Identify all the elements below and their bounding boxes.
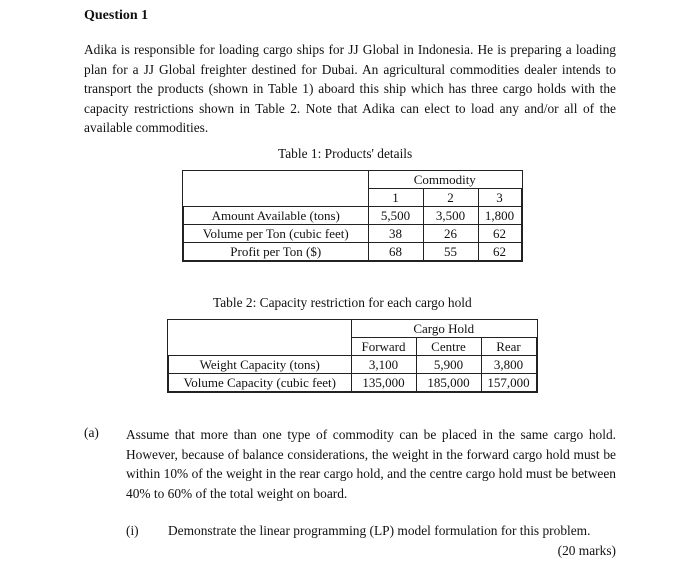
table1-row-label: Volume per Ton (cubic feet): [184, 225, 369, 243]
table1-col-2: 2: [423, 189, 478, 207]
table2-cell: 185,000: [416, 374, 481, 392]
products-table: [183, 171, 522, 261]
table-row: [184, 225, 522, 243]
table1-cell: 62: [478, 243, 521, 261]
table2-group-header: Cargo Hold: [351, 320, 536, 338]
cargo-capacity-table: [168, 320, 537, 392]
table2-corner: [169, 320, 352, 356]
marks-label: (20 marks): [557, 543, 616, 558]
table2-cell: 3,100: [351, 356, 416, 374]
table1-cell: 68: [368, 243, 423, 261]
table2-caption: Table 2: Capacity restriction for each cargo hold: [213, 295, 472, 310]
table2-row-label: Weight Capacity (tons): [169, 356, 352, 374]
table1-cell: 1,800: [478, 207, 521, 225]
table2-col-forward: Forward: [351, 338, 416, 356]
table1-cell: 5,500: [368, 207, 423, 225]
table2-col-rear: Rear: [481, 338, 536, 356]
table-row: [184, 207, 522, 225]
table1-group-header: Commodity: [368, 171, 521, 189]
table-row: [169, 374, 537, 392]
part-a-marker: (a): [84, 425, 99, 440]
table-row: [184, 243, 522, 261]
table1-caption: Table 1: Products' details: [278, 146, 413, 161]
table1-row-label: Profit per Ton ($): [184, 243, 369, 261]
table2-row-label: Volume Capacity (cubic feet): [169, 374, 352, 392]
part-i-marker: (i): [126, 523, 139, 538]
table1-corner: [184, 171, 369, 207]
table1-cell: 62: [478, 225, 521, 243]
table2-cell: 3,800: [481, 356, 536, 374]
table-row: [169, 356, 537, 374]
intro-paragraph: Adika is responsible for loading cargo ships for JJ Global in Indonesia. He is preparing a loading plan for a JJ Global freighter destined for Dubai. An agricultural commodities dealer intends to transport the products (shown in Table 1) aboard this ship which has three cargo holds with the capacity restrictions shown in Table 2. Note that Adika can elect to load any and/or all of the available commodities.: [84, 42, 616, 136]
table1-row-label: Amount Available (tons): [184, 207, 369, 225]
table1-cell: 38: [368, 225, 423, 243]
table1-cell: 55: [423, 243, 478, 261]
table1-cell: 3,500: [423, 207, 478, 225]
table2-cell: 135,000: [351, 374, 416, 392]
table1-col-1: 1: [368, 189, 423, 207]
part-i-text: Demonstrate the linear programming (LP) model formulation for this problem.: [168, 523, 591, 538]
part-a-paragraph: Assume that more than one type of commodity can be placed in the same cargo hold. However, because of balance considerations, the weight in the forward cargo hold must be within 10% of the weight in the rear cargo hold, and the centre cargo hold must be between 40% to 60% of the total weight on board.: [126, 427, 616, 501]
table2-col-centre: Centre: [416, 338, 481, 356]
table2-cell: 5,900: [416, 356, 481, 374]
table1-col-3: 3: [478, 189, 521, 207]
table2-cell: 157,000: [481, 374, 536, 392]
question-heading: Question 1: [84, 8, 149, 23]
table1-cell: 26: [423, 225, 478, 243]
